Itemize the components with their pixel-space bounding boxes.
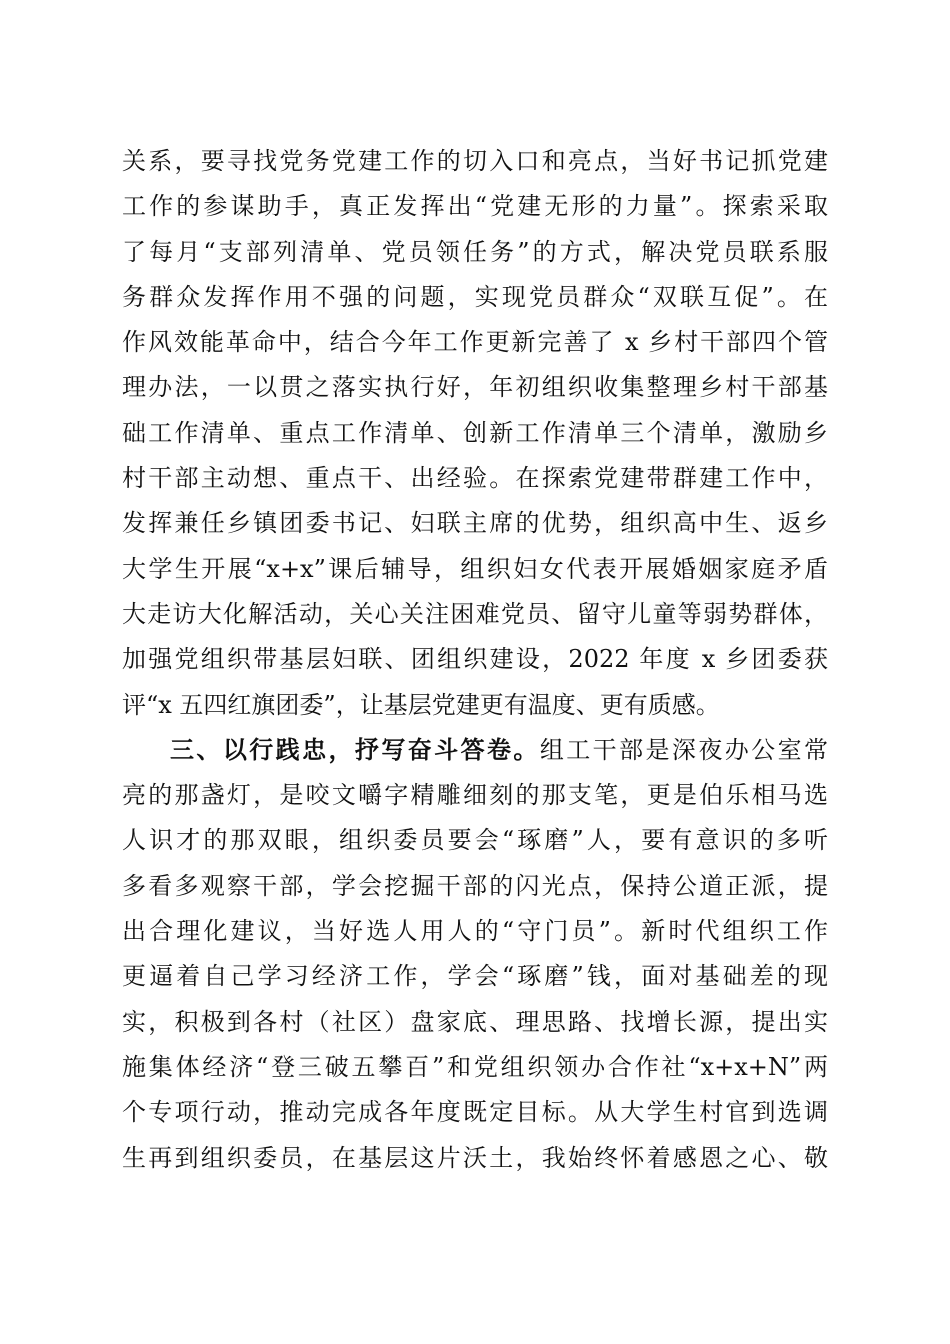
text-line: 生再到组织委员，在基层这片沃土，我始终怀着感恩之心、敬 — [122, 1143, 828, 1172]
text-line-first — [122, 728, 828, 773]
text-line: 出合理化建议，当好选人用人的“守门员”。新时代组织工作 — [122, 917, 828, 946]
text-line: 亮的那盏灯，是咬文嚼字精雕细刻的那支笔，更是伯乐相马选 — [122, 781, 828, 810]
text-line: 作风效能革命中，结合今年工作更新完善了 x 乡村干部四个管 — [122, 328, 828, 357]
text-line: 评“x 五四红旗团委”，让基层党建更有温度、更有质感。 — [122, 690, 720, 719]
text-line: 础工作清单、重点工作清单、创新工作清单三个清单，激励乡 — [122, 418, 828, 447]
heading-continuation: 组工干部是深夜办公室常 — [539, 735, 829, 764]
text-line: 了每月“支部列清单、党员领任务”的方式，解决党员联系服 — [122, 237, 828, 266]
text-line: 实，积极到各村（社区）盘家底、理思路、找增长源，提出实 — [122, 1007, 828, 1036]
section-heading: 三、以行践忠，抒写奋斗答卷。 — [170, 735, 540, 764]
text-line: 个专项行动，推动完成各年度既定目标。从大学生村官到选调 — [122, 1098, 828, 1127]
text-line: 务群众发挥作用不强的问题，实现党员群众“双联互促”。在 — [122, 282, 828, 311]
text-line: 工作的参谋助手，真正发挥出“党建无形的力量”。探索采取 — [122, 192, 828, 221]
text-line: 大走访大化解活动，关心关注困难党员、留守儿童等弱势群体， — [122, 599, 828, 628]
text-line: 村干部主动想、重点干、出经验。在探索党建带群建工作中， — [122, 464, 828, 493]
text-line: 理办法，一以贯之落实执行好，年初组织收集整理乡村干部基 — [122, 373, 828, 402]
text-line: 更逼着自己学习经济工作，学会“琢磨”钱，面对基础差的现 — [122, 962, 828, 991]
text-line: 人识才的那双眼，组织委员要会“琢磨”人，要有意识的多听 — [122, 826, 828, 855]
paragraph-1 — [122, 139, 828, 728]
text-line: 施集体经济“登三破五攀百”和党组织领办合作社“x+x+N”两 — [122, 1052, 828, 1081]
text-line: 大学生开展“x+x”课后辅导，组织妇女代表开展婚姻家庭矛盾 — [122, 554, 828, 583]
text-line: 多看多观察干部，学会挖掘干部的闪光点，保持公道正派，提 — [122, 871, 828, 900]
text-line: 关系，要寻找党务党建工作的切入口和亮点，当好书记抓党建 — [122, 147, 828, 175]
document-body — [122, 139, 828, 1181]
text-line: 加强党组织带基层妇联、团组织建设，2022 年度 x 乡团委获 — [122, 645, 828, 674]
text-line: 发挥兼任乡镇团委书记、妇联主席的优势，组织高中生、返乡 — [122, 509, 828, 538]
paragraph-2 — [122, 728, 828, 1181]
